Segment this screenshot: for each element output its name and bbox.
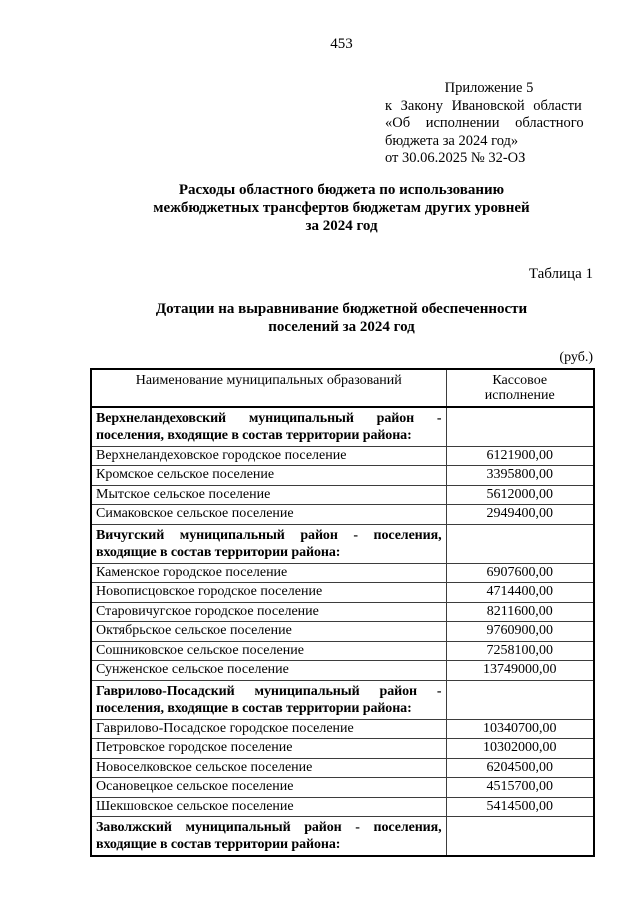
appendix-line: к Закону Ивановской области — [385, 97, 582, 114]
appendix-line: от 30.06.2025 № 32-ОЗ — [385, 150, 526, 166]
table-row — [91, 758, 594, 778]
group-name-cell — [91, 524, 446, 563]
group-name-line: поселения, входящие в состав территории района: — [96, 427, 412, 443]
table-row-group — [91, 524, 594, 563]
cash-value-cell: 6907600,00 — [446, 563, 594, 583]
appendix-line: бюджета за 2024 год» — [385, 132, 519, 149]
group-name-line: входящие в состав территории района: — [96, 544, 341, 560]
municipality-name-cell: Старовичугское городское поселение — [91, 602, 446, 622]
table-row-group — [91, 407, 594, 447]
title-line: межбюджетных трансфертов бюджетам других уровней — [153, 199, 530, 216]
municipality-name-cell: Каменское городское поселение — [91, 563, 446, 583]
group-value-cell — [446, 524, 594, 563]
document-content — [90, 0, 593, 857]
appendix-block — [385, 80, 593, 168]
group-name-line: Гаврилово-Посадский муниципальный район - — [96, 683, 442, 699]
table-row — [91, 446, 594, 466]
document-subtitle — [90, 300, 593, 336]
municipality-name-cell: Осановецкое сельское поселение — [91, 778, 446, 798]
cash-value-cell: 10302000,00 — [446, 739, 594, 759]
cash-value-cell: 9760900,00 — [446, 622, 594, 642]
group-value-cell — [446, 407, 594, 447]
subtitle-line: Дотации на выравнивание бюджетной обеспеченности — [155, 300, 528, 317]
cash-value-cell: 5414500,00 — [446, 797, 594, 817]
table-row — [91, 466, 594, 486]
cash-value-cell: 8211600,00 — [446, 602, 594, 622]
cash-value-cell: 3395800,00 — [446, 466, 594, 486]
cash-value-cell: 2949400,00 — [446, 505, 594, 525]
group-name-line: поселения, входящие в состав территории района: — [96, 700, 412, 716]
table-row-group — [91, 680, 594, 719]
table-row — [91, 485, 594, 505]
municipality-name-cell: Новописцовское городское поселение — [91, 583, 446, 603]
column-header-value-label: Кассовое исполнение — [484, 372, 555, 403]
municipality-name-cell: Гаврилово-Посадское городское поселение — [91, 719, 446, 739]
municipality-name-cell: Мытское сельское поселение — [91, 485, 446, 505]
municipality-name-cell: Сунженское сельское поселение — [91, 661, 446, 681]
municipality-name-cell: Новоселковское сельское поселение — [91, 758, 446, 778]
group-name-line: входящие в состав территории района: — [96, 837, 341, 852]
appendix-line: Приложение 5 — [444, 80, 534, 96]
table-row-group — [91, 817, 594, 857]
municipality-name-cell: Шекшовское сельское поселение — [91, 797, 446, 817]
cash-value-cell: 6204500,00 — [446, 758, 594, 778]
table-row — [91, 739, 594, 759]
title-line: за 2024 год — [305, 217, 378, 234]
municipality-name-cell: Сошниковское сельское поселение — [91, 641, 446, 661]
municipality-name-cell: Верхнеландеховское городское поселение — [91, 446, 446, 466]
unit-label: (руб.) — [559, 349, 593, 365]
title-line: Расходы областного бюджета по использованию — [178, 181, 505, 198]
cash-value-cell: 13749000,00 — [446, 661, 594, 681]
municipality-name-cell: Петровское городское поселение — [91, 739, 446, 759]
municipality-name-cell: Кромское сельское поселение — [91, 466, 446, 486]
page-number: 453 — [330, 36, 353, 52]
table-body — [91, 407, 594, 857]
cash-value-cell: 10340700,00 — [446, 719, 594, 739]
cash-value-cell: 7258100,00 — [446, 641, 594, 661]
table-row — [91, 602, 594, 622]
group-value-cell — [446, 817, 594, 857]
budget-table — [90, 368, 595, 858]
document-title — [90, 181, 593, 235]
table-row — [91, 719, 594, 739]
group-name-cell — [91, 680, 446, 719]
cash-value-cell: 4714400,00 — [446, 583, 594, 603]
municipality-name-cell: Симаковское сельское поселение — [91, 505, 446, 525]
cash-value-cell: 6121900,00 — [446, 446, 594, 466]
subtitle-line: поселений за 2024 год — [268, 318, 415, 335]
group-value-cell — [446, 680, 594, 719]
column-header-value — [446, 369, 594, 407]
table-caption: Таблица 1 — [528, 265, 593, 282]
municipality-name-cell: Октябрьское сельское поселение — [91, 622, 446, 642]
table-row — [91, 505, 594, 525]
appendix-line: «Об исполнении областного — [385, 115, 584, 131]
table-row — [91, 661, 594, 681]
group-name-line: Вичугский муниципальный район - поселения, — [96, 527, 442, 543]
cash-value-cell: 5612000,00 — [446, 485, 594, 505]
table-row — [91, 583, 594, 603]
table-row — [91, 641, 594, 661]
table-row — [91, 797, 594, 817]
group-name-cell — [91, 407, 446, 447]
table-row — [91, 563, 594, 583]
cash-value-cell: 4515700,00 — [446, 778, 594, 798]
group-name-line: Верхнеландеховский муниципальный район - — [96, 410, 442, 426]
table-header-row — [91, 369, 594, 407]
group-name-line: Заволжский муниципальный район - поселения, — [96, 820, 442, 835]
table-row — [91, 622, 594, 642]
column-header-name: Наименование муниципальных образований — [91, 369, 446, 407]
group-name-cell — [91, 817, 446, 857]
table-row — [91, 778, 594, 798]
